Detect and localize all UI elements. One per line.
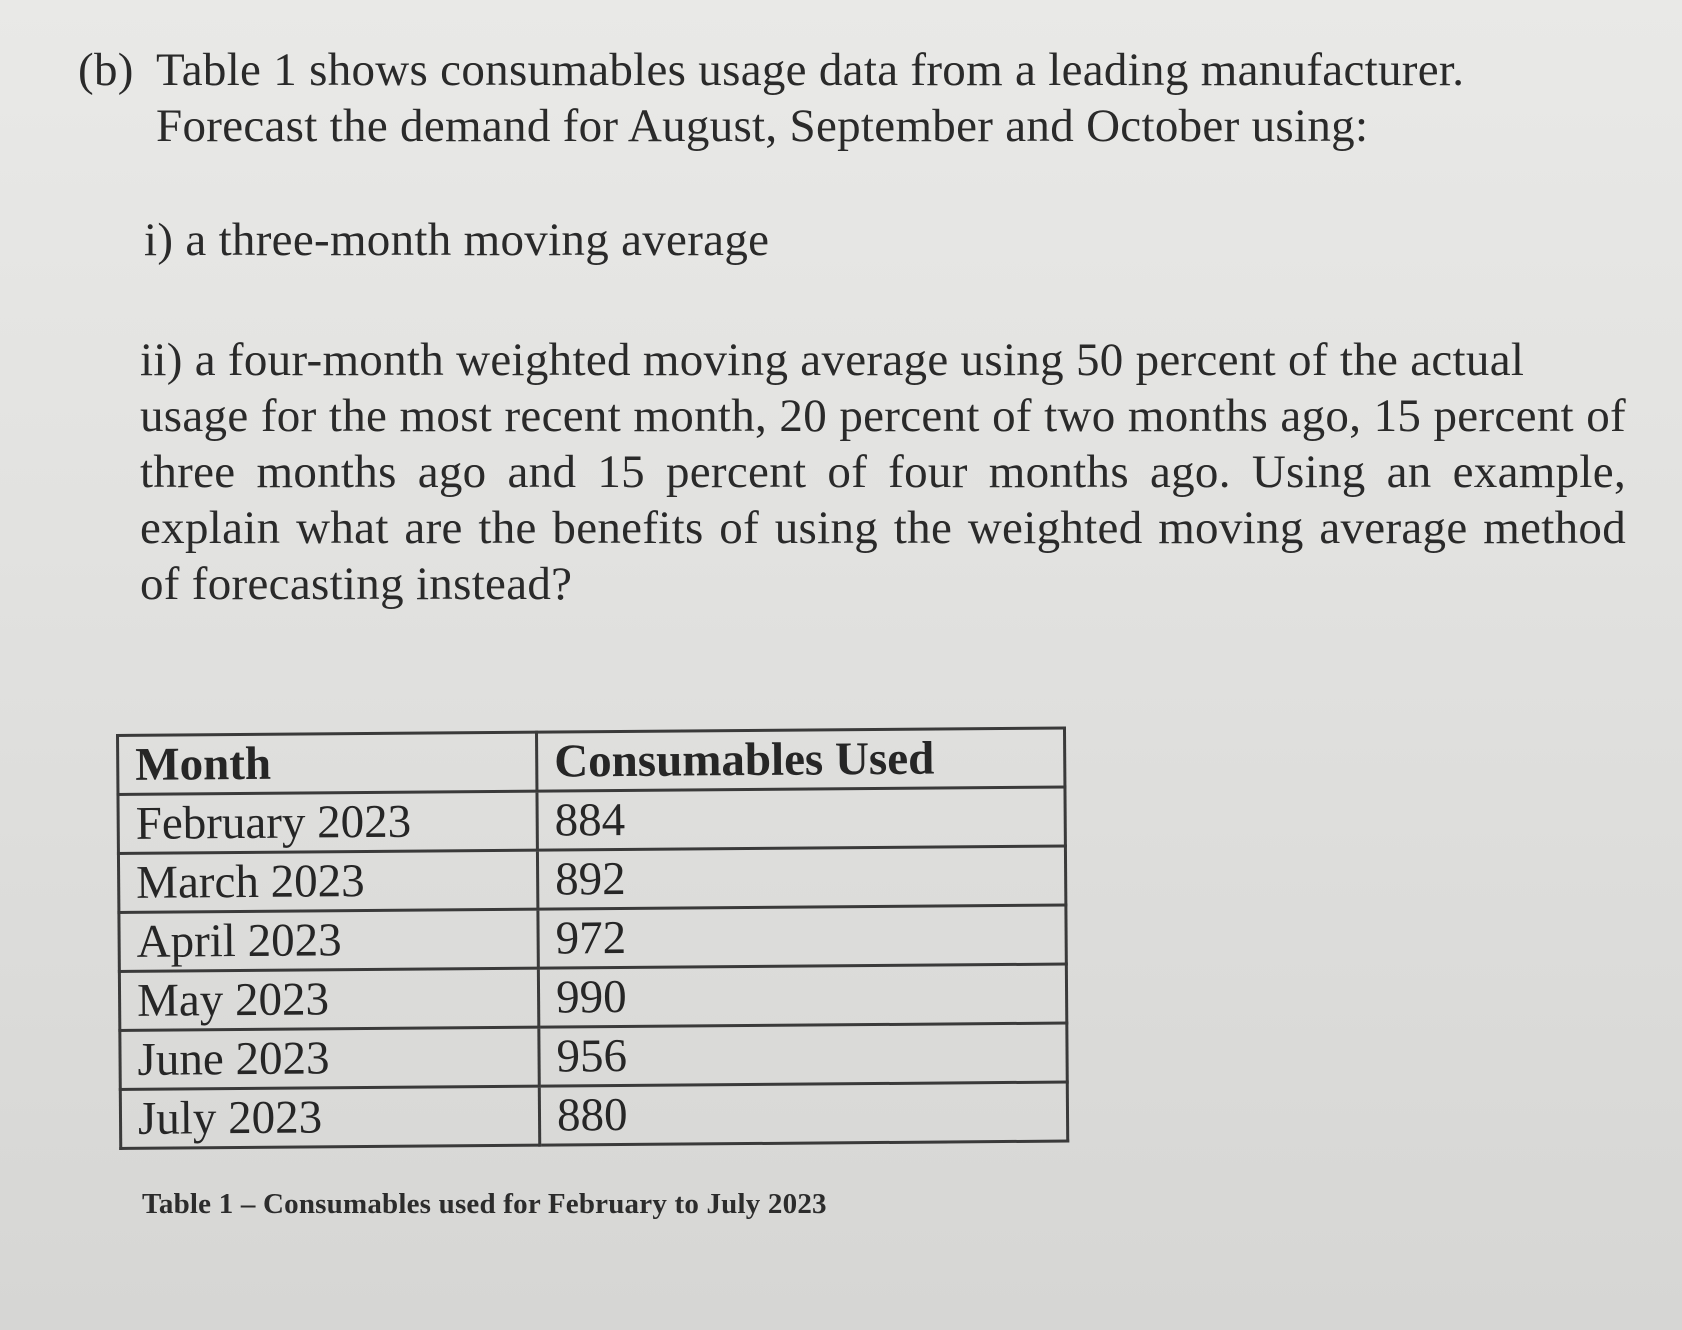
row-value: 990: [538, 964, 1066, 1027]
part-i-text: i) a three-month moving average: [144, 214, 770, 266]
row-value: 884: [537, 787, 1065, 850]
part-ii-line-1: ii) a four-month weighted moving average using 50 percent of the actual: [140, 334, 1525, 386]
table-row: [118, 787, 1065, 853]
row-month: May 2023: [119, 968, 538, 1030]
consumables-table: [116, 727, 1069, 1150]
row-value: 880: [539, 1082, 1067, 1145]
part-ii-text: usage for the most recent month, 20 percent of two months ago, 15 percent of three months ago and 15 percent of four months ago. Using an example, explain what are the benefits of using the weighted moving average method of forecasting instead?: [140, 390, 1626, 610]
table-row: [120, 1082, 1067, 1148]
row-month: March 2023: [118, 850, 537, 912]
table-row: [120, 1023, 1067, 1089]
row-value: 972: [538, 905, 1066, 968]
table-header-row: [118, 728, 1065, 794]
header-consumables-used: Consumables Used: [536, 728, 1064, 791]
row-month: June 2023: [120, 1027, 539, 1089]
table-row: [119, 905, 1066, 971]
table-caption: Table 1 – Consumables used for February to July 2023: [142, 1188, 827, 1220]
table-row: [118, 846, 1065, 912]
row-value: 956: [539, 1023, 1067, 1086]
question-label: (b): [78, 44, 134, 96]
table-row: [119, 964, 1066, 1030]
intro-line-2: Forecast the demand for August, September and October using:: [156, 100, 1369, 152]
question-intro: [156, 42, 1616, 154]
row-month: April 2023: [119, 909, 538, 971]
intro-line-1: Table 1 shows consumables usage data from a leading manufacturer.: [156, 44, 1465, 96]
row-month: July 2023: [120, 1086, 539, 1148]
row-month: February 2023: [118, 791, 537, 853]
row-value: 892: [537, 846, 1065, 909]
header-month: Month: [118, 732, 537, 794]
